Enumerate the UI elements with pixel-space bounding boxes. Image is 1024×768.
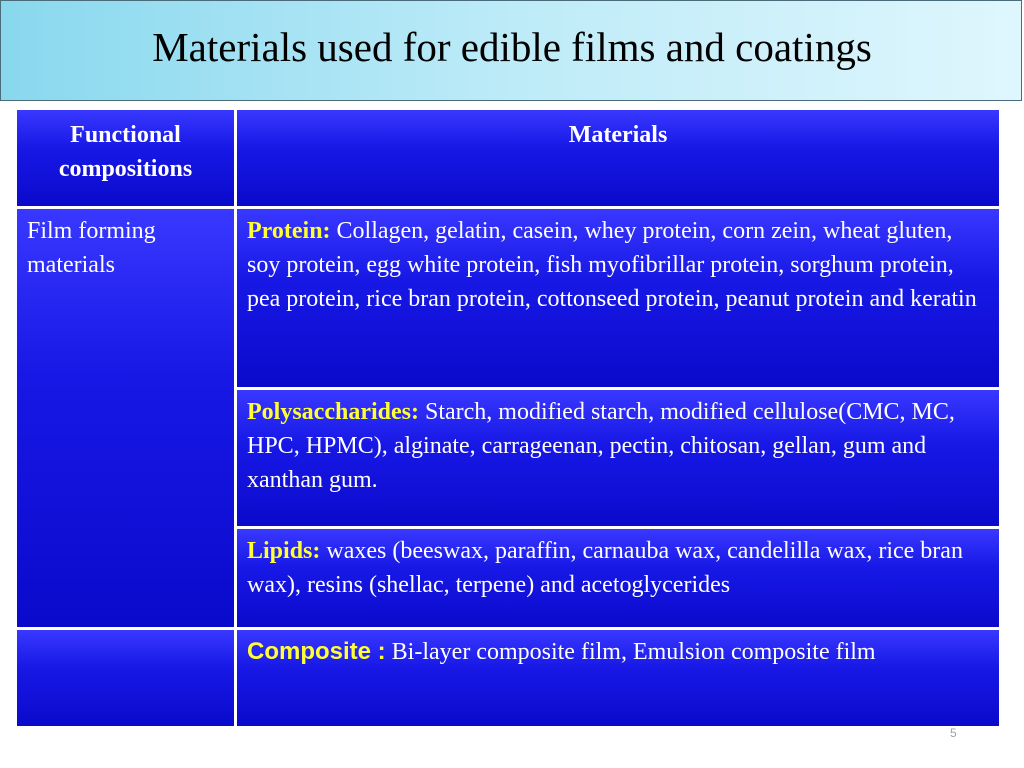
material-cell-protein <box>237 209 999 387</box>
material-cell-composite <box>237 630 999 726</box>
label-polysaccharides: Polysaccharides: <box>247 399 419 425</box>
material-cell-lipids <box>237 529 999 627</box>
header-cell-materials <box>237 110 999 206</box>
page-number: 5 <box>950 726 957 740</box>
text-protein: Collagen, gelatin, casein, whey protein, corn zein, wheat gluten, soy protein, egg white protein, fish myofibrillar protein, sorghum protein, pea protein, rice bran protein, cottonseed protein, peanut protein and keratin <box>247 218 977 312</box>
title-bar <box>0 0 1022 101</box>
text-lipids: waxes (beeswax, paraffin, carnauba wax, candelilla wax, rice bran wax), resins (shellac, terpene) and acetoglycerides <box>247 538 963 598</box>
header-functional-compositions: Functional compositions <box>58 122 193 182</box>
label-lipids: Lipids: <box>247 538 321 564</box>
materials-table <box>17 110 999 726</box>
slide-title: Materials used for edible films and coatings <box>152 24 872 70</box>
header-materials: Materials <box>568 122 668 148</box>
label-protein: Protein: <box>247 218 331 244</box>
row-label-cell <box>17 209 234 627</box>
text-composite: Bi-layer composite film, Emulsion composite film <box>385 639 876 665</box>
header-cell-functional <box>17 110 234 206</box>
empty-left-cell <box>17 630 234 726</box>
label-composite: Composite : <box>247 638 386 665</box>
row-label-film-forming: Film forming materials <box>27 218 156 278</box>
material-cell-polysaccharides <box>237 390 999 526</box>
text-polysaccharides: Starch, modified starch, modified cellulose(CMC, MC, HPC, HPMC), alginate, carrageenan, pectin, chitosan, gellan, gum and xanthan gum. <box>247 399 955 493</box>
